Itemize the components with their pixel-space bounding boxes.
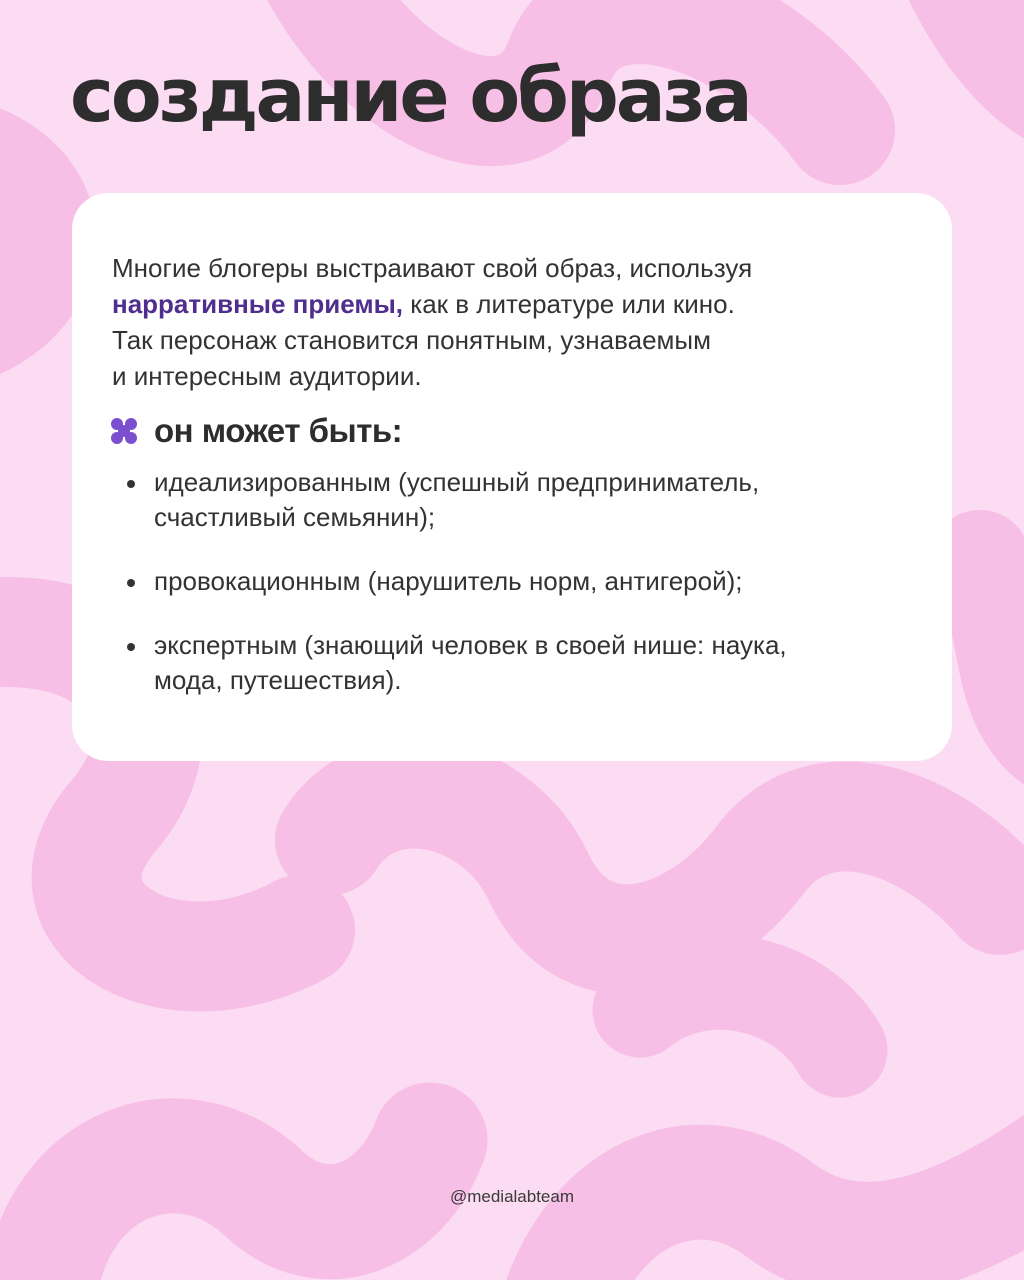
list-item [154, 564, 934, 599]
traits-list [154, 465, 934, 727]
intro-line-4: и интересным аудитории. [112, 361, 422, 391]
list-item-line: мода, путешествия). [154, 665, 402, 695]
list-item [154, 465, 934, 535]
list-item-line: счастливый семьянин); [154, 502, 436, 532]
intro-line-1: Многие блогеры выстраивают свой образ, используя [112, 253, 753, 283]
list-item-line: экспертным (знающий человек в своей нише: наука, [154, 630, 787, 660]
content-card [72, 193, 952, 761]
page-title: создание образа [70, 53, 750, 139]
list-item-line: идеализированным (успешный предприниматель, [154, 467, 760, 497]
list-item-line: провокационным (нарушитель норм, антигерой); [154, 566, 743, 596]
subheading-text: он может быть: [154, 412, 403, 449]
intro-line-2-rest: как в литературе или кино. [403, 289, 735, 319]
intro-paragraph [112, 250, 912, 394]
purple-x-bullet-icon [110, 417, 138, 445]
author-handle: @medialabteam [449, 1187, 575, 1206]
list-item [154, 628, 934, 698]
intro-highlight: нарративные приемы, [112, 289, 404, 319]
intro-line-3: Так персонаж становится понятным, узнаваемым [112, 325, 711, 355]
subheading [110, 409, 402, 453]
